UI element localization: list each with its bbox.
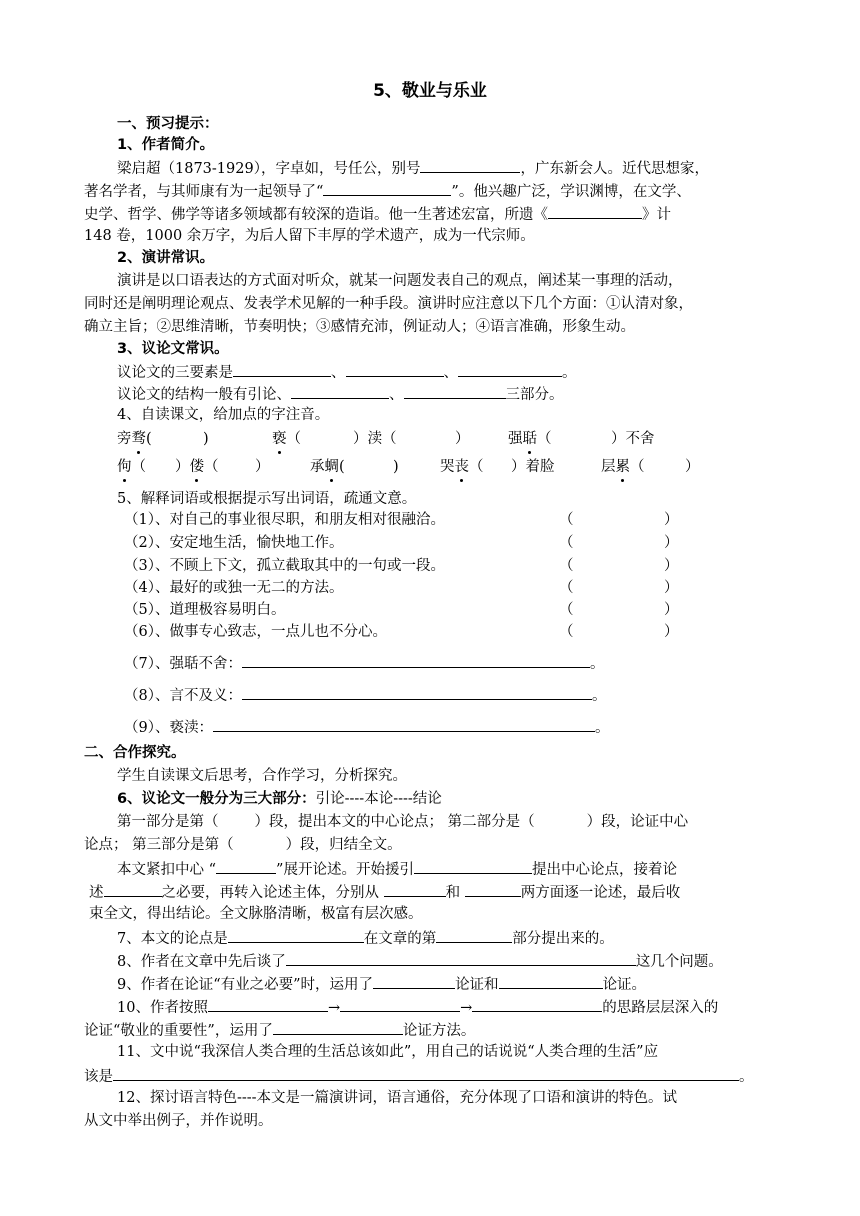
answer-blank[interactable] (414, 858, 532, 874)
section-2-heading: 二、合作探究。 (84, 745, 186, 761)
pinyin-item: 承蜩( (310, 459, 345, 475)
q6-structure: 引论----本论----结论 (315, 791, 442, 807)
pinyin-item: 哭丧（ (440, 459, 484, 475)
answer-blank[interactable] (465, 881, 521, 897)
author-line-2 (84, 180, 786, 202)
author-heading: 1、作者简介。 (117, 137, 215, 153)
q12-line-2: 从文中举出例子，并作说明。 (84, 1113, 273, 1129)
answer-blank[interactable] (216, 858, 276, 874)
speech-line-2: 同时还是阐明理论观点、发表学术见解的一种手段。演讲时应注意以下几个方面：①认清对象， (84, 296, 693, 312)
answer-blank[interactable] (499, 973, 603, 989)
pinyin-item: ) (203, 431, 209, 447)
speech-heading: 2、演讲常识。 (117, 250, 215, 266)
answer-blank[interactable] (373, 973, 455, 989)
q6-line-3 (117, 858, 786, 880)
q11-line-1: 11、文中说“我深信人类合理的生活总该如此”，用自己的话说说“人类合理的生活”应 (117, 1044, 659, 1060)
answer-blank[interactable] (242, 684, 592, 700)
q8-line (117, 950, 786, 972)
author-text: ”。他兴趣广泛，学识渊博，在文学、 (451, 184, 691, 200)
blank-structure-2[interactable] (404, 383, 506, 399)
q6-line-1 (117, 812, 786, 832)
answer-paren-close[interactable]: ） (664, 558, 679, 574)
essay-text: 、 (331, 365, 346, 381)
answer-blank[interactable] (213, 716, 595, 732)
q6-text: 和 (445, 885, 465, 901)
definition-4 (124, 578, 786, 598)
answer-paren-close[interactable]: ） (664, 512, 679, 528)
answer-blank[interactable] (340, 996, 460, 1012)
pinyin-item: 层累（ (601, 459, 645, 475)
q7-line (117, 927, 786, 949)
essay-text: 议论文的三要素是 (117, 365, 233, 381)
word-label: （8）、言不及义： (124, 688, 242, 704)
answer-blank[interactable] (472, 996, 602, 1012)
pinyin-item: 强聒（ (508, 431, 552, 447)
period: 。 (594, 720, 610, 736)
blank-alias[interactable] (420, 157, 520, 173)
answer-paren-close[interactable]: ） (664, 580, 679, 596)
answer-blank[interactable] (286, 950, 636, 966)
blank-collection[interactable] (548, 203, 642, 219)
blank-element-3[interactable] (458, 361, 562, 377)
period: 。 (589, 656, 605, 672)
author-line-4: 148 卷，1000 余万字，为后人留下丰厚的学术遗产，成为一代宗师。 (84, 228, 535, 244)
q10-text: 论证方法。 (402, 1023, 476, 1039)
essay-structure-line (117, 383, 786, 405)
q6-line-4 (89, 881, 786, 903)
answer-paren-open[interactable]: （ (559, 580, 574, 596)
q7-text: 7、本文的论点是 (117, 931, 228, 947)
q6-line-2 (84, 835, 786, 855)
answer-paren-close[interactable]: ） (664, 602, 679, 618)
q5-prompt: 5、解释词语或根据提示写出词语，疏通文意。 (117, 491, 417, 507)
answer-blank[interactable] (242, 652, 590, 668)
answer-blank[interactable] (104, 881, 162, 897)
author-text: 著名学者，与其师康有为一起领导了“ (84, 184, 324, 200)
definition-1 (124, 510, 786, 530)
pinyin-item: 佝（ (117, 459, 146, 475)
q9-text: 9、作者在论证“有业之必要”时，运用了 (117, 977, 374, 993)
answer-paren-open[interactable]: （ (559, 624, 574, 640)
q6-text: ”展开论述。开始援引 (276, 862, 414, 878)
definition-2 (124, 533, 786, 553)
essay-text: 、 (389, 387, 404, 403)
answer-paren-close[interactable]: ） (664, 624, 679, 640)
section-1-heading: 一、预习提示： (117, 116, 219, 132)
author-text: 史学、哲学、佛学等诸多领域都有较深的造诣。他一生著述宏富，所遗《 (84, 207, 548, 223)
q6-text: 第一部分是第（ (117, 814, 219, 830)
word-label: （9）、亵渎： (124, 720, 213, 736)
pinyin-item: ）着脸 (511, 459, 555, 475)
pinyin-item: ） (685, 459, 700, 475)
q7-text: 部分提出来的。 (512, 931, 614, 947)
definition-text: （1）、对自己的事业很尽职，和朋友相对很融洽。 (124, 512, 445, 528)
answer-paren-open[interactable]: （ (559, 602, 574, 618)
author-line-3 (84, 203, 786, 225)
q8-text: 这几个问题。 (635, 954, 723, 970)
blank-element-2[interactable] (346, 361, 444, 377)
q4-prompt: 4、自读课文，给加点的字注音。 (117, 407, 330, 423)
q6-text: ）段，归结全文。 (285, 837, 402, 853)
definition-text: （4）、最好的或独一无二的方法。 (124, 580, 344, 596)
answer-blank[interactable] (273, 1019, 403, 1035)
essay-text: 议论文的结构一般有引论、 (117, 387, 291, 403)
q6-text: ）段，提出本文的中心论点； 第二部分是（ (254, 814, 535, 830)
word-9 (124, 716, 786, 738)
essay-heading: 3、议论文常识。 (117, 341, 229, 357)
author-text: ，广东新会人。近代思想家， (520, 161, 709, 177)
pinyin-item: ）不舍 (611, 431, 655, 447)
q11-text: 。 (739, 1069, 754, 1085)
q6-heading: 6、议论文一般分为三大部分： (117, 791, 316, 807)
answer-blank[interactable] (228, 927, 364, 943)
answer-paren-close[interactable]: ） (664, 535, 679, 551)
essay-text: 。 (562, 365, 577, 381)
q9-line (117, 973, 786, 995)
answer-paren-open[interactable]: （ (559, 512, 574, 528)
q10-text: 10、作者按照 (117, 1000, 208, 1016)
q10-text: 论证“敬业的重要性”，运用了 (84, 1023, 273, 1039)
q6-text: 述 (89, 885, 104, 901)
word-7 (124, 652, 786, 674)
arrow-icon: → (327, 1000, 341, 1016)
speech-line-1: 演讲是以口语表达的方式面对听众，就某一问题发表自己的观点，阐述某一事理的活动， (117, 273, 683, 289)
definition-5 (124, 600, 786, 620)
q6-line-5: 束全文，得出结论。全文脉胳清晰，极富有层次感。 (89, 906, 423, 922)
period: 。 (591, 688, 607, 704)
answer-blank[interactable] (208, 996, 328, 1012)
q12-line-1: 12、探讨语言特色----本文是一篇演讲词，语言通俗，充分体现了口语和演讲的特色。试 (117, 1090, 678, 1106)
author-text: 》计 (642, 207, 671, 223)
q6-text: 本文紧扣中心 “ (117, 862, 217, 878)
q11-text: 该是 (84, 1069, 113, 1085)
pinyin-item: ）偻（ (175, 459, 219, 475)
answer-paren-open[interactable]: （ (559, 535, 574, 551)
q6-text: 论点； 第三部分是第（ (84, 837, 234, 853)
definition-text: （2）、安定地生活，愉快地工作。 (124, 535, 344, 551)
q10-line-2 (84, 1019, 786, 1041)
author-text: 梁启超（1873-1929），字卓如，号任公，别号 (117, 161, 421, 177)
pinyin-item: 亵（ (272, 431, 301, 447)
definition-text: （5）、道理极容易明白。 (124, 602, 286, 618)
word-8 (124, 684, 786, 706)
definition-3 (124, 556, 786, 576)
answer-blank[interactable] (113, 1065, 739, 1081)
q6-text: ）段，论证中心 (586, 814, 689, 830)
essay-text: 三部分。 (505, 387, 564, 403)
essay-text: 、 (443, 365, 458, 381)
q8-text: 8、作者在文章中先后谈了 (117, 954, 286, 970)
pinyin-item: ） (255, 459, 270, 475)
pinyin-item: ）渎（ (353, 431, 397, 447)
q6-heading-line (117, 789, 786, 809)
essay-elements-line (117, 361, 786, 383)
definition-6 (124, 622, 786, 642)
blank-movement[interactable] (323, 180, 451, 196)
pinyin-item: ) (393, 459, 399, 475)
q7-text: 在文章的第 (363, 931, 437, 947)
q6-text: 提出中心论点，接着论 (531, 862, 677, 878)
answer-blank[interactable] (436, 927, 512, 943)
definition-text: （6）、做事专心致志，一点儿也不分心。 (124, 624, 387, 640)
author-line-1 (117, 157, 786, 179)
word-label: （7）、强聒不舍： (124, 656, 242, 672)
answer-blank[interactable] (384, 881, 446, 897)
q9-text: 论证。 (602, 977, 647, 993)
q6-text: 之必要，再转入论述主体，分别从 (161, 885, 384, 901)
q10-line-1 (117, 996, 786, 1018)
q11-line-2 (84, 1065, 786, 1087)
blank-structure-1[interactable] (291, 383, 389, 399)
pinyin-item: 旁骛( (117, 431, 152, 447)
q9-text: 论证和 (455, 977, 499, 993)
page-title: 5、敬业与乐业 (373, 81, 487, 101)
pinyin-item: ） (455, 431, 470, 447)
cooperation-intro: 学生自读课文后思考，合作学习，分析探究。 (117, 768, 407, 784)
q6-text: 两方面逐一论述，最后收 (520, 885, 681, 901)
q10-text: 的思路层层深入的 (602, 1000, 719, 1016)
blank-element-1[interactable] (233, 361, 331, 377)
arrow-icon: → (460, 1000, 473, 1016)
speech-line-3: 确立主旨；②思维清晰，节奏明快；③感情充沛，例证动人；④语言准确，形象生动。 (84, 319, 635, 335)
definition-text: （3）、不顾上下文，孤立截取其中的一句或一段。 (124, 558, 445, 574)
answer-paren-open[interactable]: （ (559, 558, 574, 574)
